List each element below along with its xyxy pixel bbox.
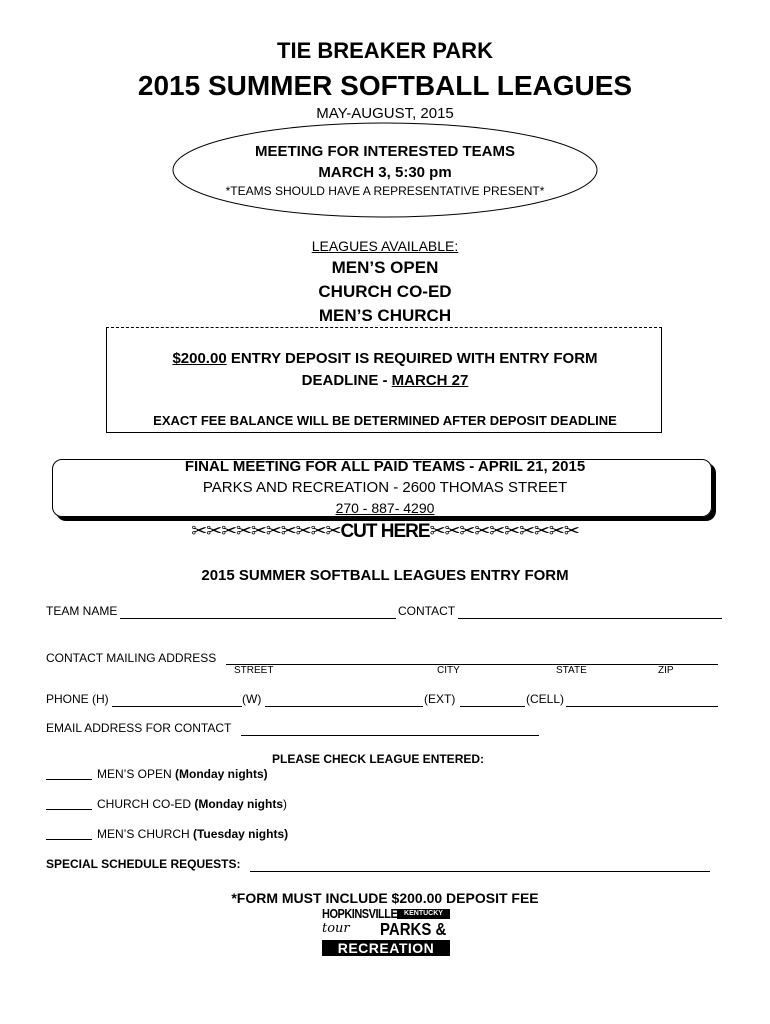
- deposit-text: ENTRY DEPOSIT IS REQUIRED WITH ENTRY FORM: [226, 350, 598, 367]
- phone-work-field[interactable]: [265, 706, 423, 707]
- special-requests-label: SPECIAL SCHEDULE REQUESTS:: [46, 857, 241, 871]
- phone-ext-field[interactable]: [460, 706, 525, 707]
- team-name-label: TEAM NAME: [46, 604, 118, 618]
- option-night: (Monday nights: [194, 797, 284, 811]
- option-tail: ): [283, 797, 288, 811]
- meeting-note: *TEAMS SHOULD HAVE A REPRESENTATIVE PRESENT*: [225, 184, 545, 198]
- email-field[interactable]: [241, 735, 539, 736]
- team-name-field[interactable]: [120, 618, 396, 619]
- state-caption: STATE: [556, 665, 587, 676]
- option-name: MEN’S CHURCH: [97, 827, 193, 841]
- final-meeting-title: FINAL MEETING FOR ALL PAID TEAMS - APRIL 21, 2015: [184, 458, 586, 475]
- form-title: 2015 SUMMER SOFTBALL LEAGUES ENTRY FORM: [201, 567, 569, 584]
- deadline-date: MARCH 27: [391, 372, 469, 389]
- phone-cell-label: (CELL): [526, 692, 565, 706]
- zip-caption: ZIP: [658, 665, 674, 676]
- option-mens-church: [97, 827, 288, 841]
- logo-city: HOPKINSVILLE: [322, 907, 398, 922]
- deposit-line: [0, 350, 770, 367]
- deadline-line: [0, 372, 770, 389]
- contact-field[interactable]: [458, 618, 722, 619]
- meeting-date: MARCH 3, 5:30 pm: [318, 164, 452, 181]
- league-church-coed: CHURCH CO-ED: [318, 282, 452, 301]
- mailing-address-label: CONTACT MAILING ADDRESS: [46, 651, 217, 665]
- checkbox-church-coed[interactable]: [46, 809, 92, 810]
- page-title: 2015 SUMMER SOFTBALL LEAGUES: [137, 70, 633, 101]
- scissors-icon: ✂✂✂✂✂✂✂✂✂✂: [429, 521, 579, 542]
- league-mens-open: MEN’S OPEN: [331, 258, 439, 277]
- option-night: (Tuesday nights): [193, 827, 289, 841]
- final-meeting-phone: 270 - 887- 4290: [335, 500, 435, 516]
- deposit-amount: $200.00: [172, 350, 227, 367]
- phone-ext-label: (EXT): [424, 692, 456, 706]
- contact-label: CONTACT: [398, 604, 456, 618]
- email-label: EMAIL ADDRESS FOR CONTACT: [46, 721, 232, 735]
- deadline-label: DEADLINE -: [301, 372, 392, 389]
- phone-work-label: (W): [242, 692, 262, 706]
- special-requests-field[interactable]: [250, 871, 710, 872]
- checkbox-mens-open[interactable]: [46, 779, 92, 780]
- check-league-heading: PLEASE CHECK LEAGUE ENTERED:: [272, 752, 485, 766]
- league-mens-church: MEN’S CHURCH: [318, 306, 452, 325]
- season-dates: MAY-AUGUST, 2015: [316, 105, 454, 122]
- scissors-icon: ✂✂✂✂✂✂✂✂✂✂: [191, 521, 341, 542]
- leagues-heading: LEAGUES AVAILABLE:: [311, 238, 459, 254]
- option-mens-open: [97, 767, 268, 781]
- phone-home-field[interactable]: [112, 706, 242, 707]
- final-meeting-address: PARKS AND RECREATION - 2600 THOMAS STREET: [202, 479, 568, 496]
- option-church-coed: [97, 797, 287, 811]
- checkbox-mens-church[interactable]: [46, 839, 92, 840]
- option-name: MEN’S OPEN: [97, 767, 176, 781]
- deposit-fee-note: *FORM MUST INCLUDE $200.00 DEPOSIT FEE: [231, 890, 539, 906]
- option-name: CHURCH CO-ED: [97, 797, 195, 811]
- meeting-title: MEETING FOR INTERESTED TEAMS: [254, 143, 515, 160]
- mailing-address-field[interactable]: [226, 664, 718, 665]
- city-caption: CITY: [437, 665, 460, 676]
- logo-script: tour: [322, 921, 350, 936]
- parks-recreation-logo: [322, 907, 450, 957]
- option-night: (Monday nights): [175, 767, 268, 781]
- phone-cell-field[interactable]: [566, 706, 718, 707]
- street-caption: STREET: [234, 665, 274, 676]
- logo-parks: PARKS &: [380, 920, 447, 940]
- balance-note: EXACT FEE BALANCE WILL BE DETERMINED AFTER DEPOSIT DEADLINE: [153, 413, 617, 428]
- logo-recreation: RECREATION: [322, 940, 450, 956]
- logo-state: KENTUCKY: [397, 909, 450, 919]
- phone-home-label: PHONE (H): [46, 692, 109, 706]
- cut-line: [0, 520, 770, 543]
- park-name: TIE BREAKER PARK: [277, 38, 493, 63]
- cut-here-label: CUT HERE: [340, 521, 430, 542]
